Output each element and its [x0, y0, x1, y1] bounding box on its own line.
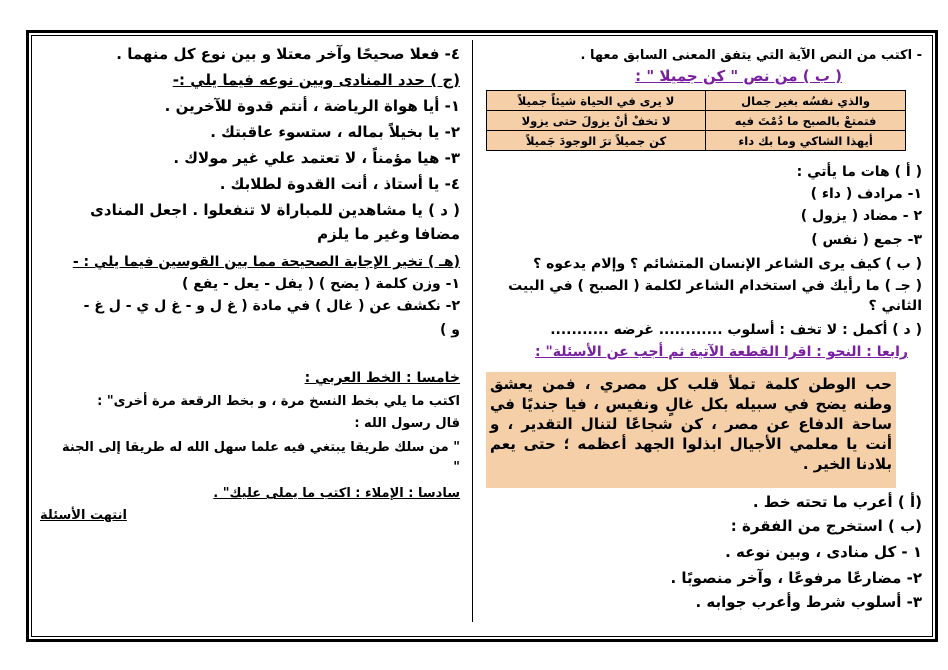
left-line-3: ١- أيا هواة الرياضة ، أنتم قدوة للآخرين .	[164, 97, 460, 115]
grammar-question-b1: ١ - كل منادى ، وبين نوعه .	[725, 543, 922, 561]
left-line-5: ٣- هيا مؤمناً ، لا تعتمد علي غير مولاك .	[173, 149, 460, 167]
verse-first-half: أيهذا الشاكي وما بك داء	[706, 131, 906, 151]
left-line-10: ١- وزن كلمة ( يضح ) ( يفل - يعل - يفع )	[181, 276, 460, 292]
verse-first-half: فتمتعْ بالصبح ما دُمْتَ فيه	[706, 111, 906, 131]
question-a2: ٢ - مضاد ( يزول )	[800, 208, 922, 224]
grammar-question-a: (أ ) أعرب ما تحته خط .	[752, 493, 922, 511]
verse-row	[487, 91, 906, 111]
question-d: ( د ) أكمل : لا تخف : أسلوب ............ غرضه ...........	[550, 322, 922, 338]
left-line-11: ٢- نكشف عن ( غال ) في مادة ( غ ل و - غ ل ي - ل غ -	[83, 298, 460, 314]
left-line-4: ٢- يا بخيلاً بماله ، ستسوء عاقبتك .	[210, 123, 460, 141]
left-line-16: " من سلك طريقا يبتغي فيه علما سهل الله له طريقا إلى الجنة	[61, 440, 460, 455]
question-a3: ٣- جمع ( نفس )	[811, 232, 922, 248]
verse-second-half: لا تخفْ أنْ يزولَ حتى يزولا	[487, 111, 706, 131]
left-line-6: ٤- يا أستاذ ، أنت القدوة لطلابك .	[219, 175, 460, 193]
question-a1: ١- مرادف ( داء )	[810, 186, 922, 202]
section-e-title: (هـ ) تخير الإجابة الصحيحة مما بين القوسين فيما يلي : -	[72, 254, 460, 270]
verse-row	[487, 131, 906, 151]
left-line-17: "	[453, 460, 460, 475]
grammar-passage: حب الوطن كلمة تملأ قلب كل مصري ، فمن يعشق وطنه يضح في سبيله بكل غالٍ ونفيس ، فيا جنديًا في ساحة الدفاع عن مصر ، كن شجاعًا لتنال التقدير ، و أنت يا معلمي الأجيال ابذلوا الجهد أعظمه ؛ حتى يعم بلادنا الخير .	[486, 372, 896, 488]
section-b-title: ( ب ) من نص " كن جميلا " :	[635, 67, 842, 85]
section-6-title: سادسا : الإملاء : اكتب ما يملى عليك" .	[213, 486, 460, 501]
grammar-question-b: (ب ) استخرج من الفقرة :	[730, 517, 922, 535]
column-divider	[472, 40, 473, 622]
left-line-8: مضافا وغير ما يلزم	[317, 225, 460, 243]
question-c-line2: الثاني ؟	[868, 298, 922, 314]
verse-row	[487, 111, 906, 131]
verse-second-half: لا يرى في الحياة شيئاً جميلاً	[487, 91, 706, 111]
left-line-1: ٤- فعلا صحيحًا وآخر معتلا و بين نوع كل منهما .	[116, 45, 460, 63]
verses-table	[486, 90, 906, 151]
left-line-7: ( د ) يا مشاهدين للمباراة لا تنفعلوا . اجعل المنادى	[90, 201, 460, 219]
section-c-title: (ج ) حدد المنادى وبين نوعه فيما يلي :-	[172, 71, 460, 89]
grammar-question-b3: ٣- أسلوب شرط وأعرب جوابه .	[695, 593, 922, 611]
verse-second-half: كن جميلاً ترَ الوجودَ جَميلاً	[487, 131, 706, 151]
section-4-title: رابعا : النحو : اقرا القطعة الآتية ثم أجب عن الأسئلة" :	[535, 344, 908, 360]
question-c-line1: ( جـ ) ما رأيك في استخدام الشاعر لكلمة ( الصبح ) في البيت	[508, 278, 922, 294]
question-b: ( ب ) كيف يرى الشاعر الإنسان المتشائم ؟ وإلام يدعوه ؟	[533, 256, 922, 272]
left-line-12: و )	[440, 322, 460, 338]
intro-line: - اكتب من النص الآية التي يتفق المعنى السابق معها .	[580, 48, 922, 63]
grammar-question-b2: ٢- مضارعًا مرفوعًا ، وآخر منصوبًا .	[670, 569, 922, 587]
question-a: ( أ ) هات ما يأتي :	[796, 164, 922, 180]
section-5-title: خامسا : الخط العربي :	[304, 370, 460, 386]
end-of-questions: انتهت الأسئلة	[40, 508, 127, 523]
left-line-15: قال رسول الله :	[354, 416, 460, 431]
left-line-14: اكتب ما يلي بخط النسخ مرة ، و بخط الرقعة مرة أخرى" :	[97, 394, 460, 409]
verse-first-half: والذي نفسُه بغير جمال	[706, 91, 906, 111]
